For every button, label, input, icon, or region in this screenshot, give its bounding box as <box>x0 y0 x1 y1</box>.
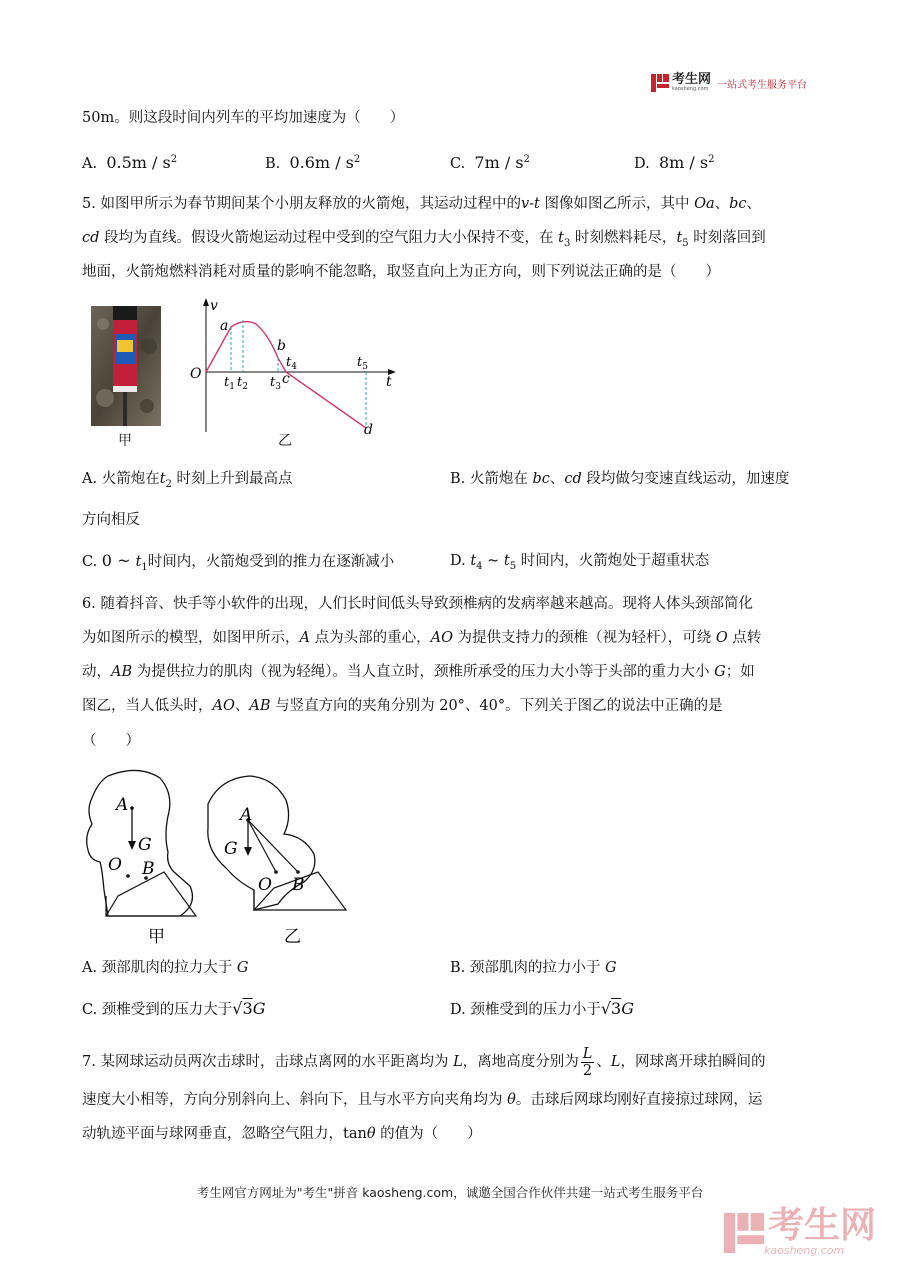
q5-option-b[interactable]: B. 火箭炮在 bc、cd 段均做匀变速直线运动，加速度 <box>450 471 790 487</box>
q4-tail: 50m。则这段时间内列车的平均加速度为（ ） <box>82 110 405 126</box>
watermark <box>724 1205 877 1257</box>
t3-label: $t_3$ <box>270 375 281 392</box>
t-label: t <box>386 374 392 390</box>
label-b-bowed: B <box>292 875 305 895</box>
fraction-l-over-2: $\frac{L}{2}$ <box>582 1045 593 1079</box>
point-a-label: a <box>220 318 229 334</box>
q5-option-d[interactable]: D. $t_4$ ~ $t_5$ 时间内，火箭炮处于超重状态 <box>450 553 710 572</box>
brand-name: 考生网 <box>672 72 712 87</box>
header-logo <box>651 74 807 92</box>
label-a-upright: A <box>116 795 129 815</box>
q4-option-b[interactable]: B. $0.6m / s^2$ <box>265 152 361 172</box>
ab-muscle <box>248 820 298 872</box>
q5-option-b-cont: 方向相反 <box>82 512 140 528</box>
point-o-bowed <box>274 870 278 874</box>
point-o-upright <box>126 874 130 878</box>
brand-url: kaosheng.com <box>672 86 709 92</box>
q4-option-d[interactable]: D. $8m / s^2$ <box>634 152 715 172</box>
q7-stem-line1: 7. 某网球运动员两次击球时，击球点离网的水平距离均为 L，离地高度分别为 $\frac{L}{2}$ 、L，网球离开球拍瞬间的 <box>82 1045 766 1079</box>
q5-stem-line2: cd 段均为直线。假设火箭炮运动过程中受到的空气阻力大小保持不变，在 $t_3$ 时刻燃料耗尽，$t_5$ 时刻落回到 <box>82 230 766 249</box>
t2-label: $t_2$ <box>237 375 248 392</box>
q5-fig-right-caption: 乙 <box>278 433 292 449</box>
neck-model-figure <box>78 764 358 948</box>
footer-text: 考生网官方网址为"考生"拼音 kaosheng.com，诚邀全国合作伙伴共建一站式考生服务平台 <box>196 1185 704 1200</box>
q6-option-b[interactable]: B. 颈部肌肉的拉力小于 G <box>450 960 617 976</box>
q6-stem-line3: 动，AB 为提供拉力的肌肉（视为轻绳）。当人直立时，颈椎所承受的压力大小等于头部的重力大小 G；如 <box>82 664 755 680</box>
q6-option-a[interactable]: A. 颈部肌肉的拉力大于 G <box>82 960 249 976</box>
label-a-bowed: A <box>240 805 253 825</box>
q5-stem-line3: 地面，火箭炮燃料消耗对质量的影响不能忽略，取竖直向上为正方向，则下列说法正确的是（ ） <box>82 264 720 280</box>
q7-stem-line2: 速度大小相等，方向分别斜向上、斜向下，且与水平方向夹角均为 θ。击球后网球均刚好直接掠过球网，运 <box>82 1092 763 1108</box>
origin-label: O <box>190 366 202 382</box>
brand-logo-icon <box>651 74 669 92</box>
caption-yi: 乙 <box>284 927 301 947</box>
q4-option-a[interactable]: A. $0.5m / s^2$ <box>82 152 178 172</box>
q6-option-c[interactable]: C. 颈椎受到的压力大于√3G <box>82 999 266 1018</box>
watermark-name: 考生网 <box>768 1205 877 1246</box>
q6-option-d[interactable]: D. 颈椎受到的压力小于√3G <box>450 999 634 1018</box>
t1-label: $t_1$ <box>224 375 235 392</box>
q5-option-c[interactable]: C. 0 ~ $t_1$时间内，火箭炮受到的推力在逐渐减小 <box>82 551 395 573</box>
point-c-label: c <box>282 371 290 387</box>
rocket-photo <box>91 306 161 426</box>
point-b-label: b <box>277 338 286 354</box>
watermark-logo-icon <box>724 1213 764 1253</box>
q6-stem-line4: 图乙，当人低头时，AO、AB 与竖直方向的夹角分别为 20°、40°。下列关于图乙的说法中正确的是 <box>82 698 723 714</box>
t4-label: $t_4$ <box>286 355 297 372</box>
watermark-url: kaosheng.com <box>764 1244 845 1257</box>
point-d-label: d <box>364 422 373 436</box>
point-b-bowed <box>296 870 300 874</box>
q6-stem-line1: 6. 随着抖音、快手等小软件的出现，人们长时间低头导致颈椎病的发病率越来越高。现将人体头颈部简化 <box>82 596 753 612</box>
brand-slogan: 一站式考生服务平台 <box>717 79 808 91</box>
vt-graph <box>186 296 396 436</box>
label-g-upright: G <box>138 835 152 855</box>
caption-jia: 甲 <box>148 927 165 947</box>
label-b-upright: B <box>142 859 155 879</box>
ao-rod <box>248 820 276 872</box>
q6-stem-line2: 为如图所示的模型，如图甲所示，A 点为头部的重心，AO 为提供支持力的颈椎（视为轻杆），可绕 O 点转 <box>82 630 762 646</box>
label-g-bowed: G <box>224 839 238 859</box>
label-o-upright: O <box>108 855 122 875</box>
label-o-bowed: O <box>258 875 272 895</box>
q7-stem-line3: 动轨迹平面与球网垂直，忽略空气阻力，tanθ 的值为（ ） <box>82 1126 482 1142</box>
q4-option-c[interactable]: C. $7m / s^2$ <box>450 152 530 172</box>
q6-stem-line5: （ ） <box>82 733 140 749</box>
v-label: v <box>210 298 218 314</box>
q5-stem-line1: 5. 如图甲所示为春节期间某个小朋友释放的火箭炮，其运动过程中的v-t 图像如图乙所示，其中 Oa、bc、 <box>82 196 762 212</box>
q5-option-a[interactable]: A. 火箭炮在$t_2$ 时刻上升到最高点 <box>82 471 293 490</box>
q5-fig-left-caption: 甲 <box>118 433 132 449</box>
v-axis-arrow <box>203 298 209 306</box>
t5-label: $t_5$ <box>357 355 368 372</box>
